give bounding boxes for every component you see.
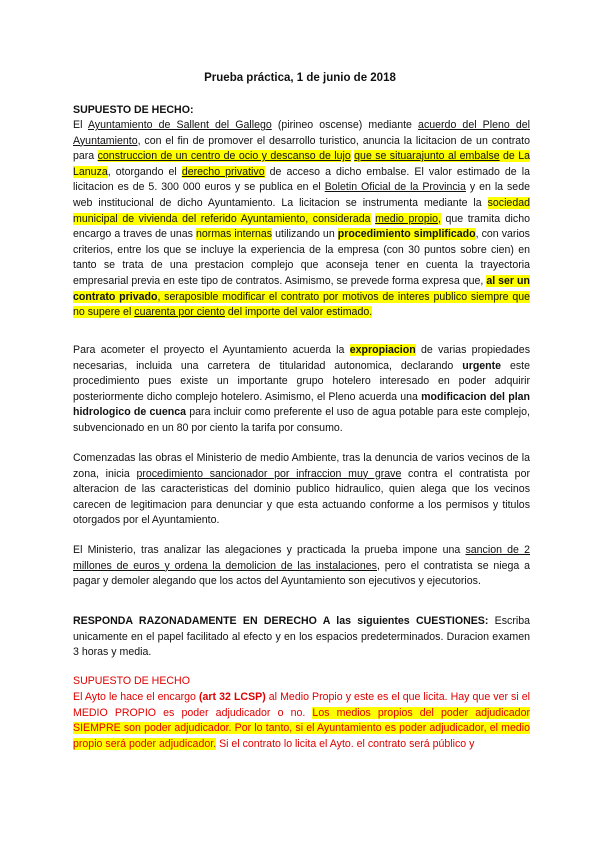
text-run: para incluir como preferente el uso de agua potable para este complejo, subvencionado en un 80 por ciento la tarifa por consumo. [73,406,530,434]
annotation-highlighted: Los medios propios del poder adjudicador SIEMPRE son poder adjudicador. Por lo tanto, si el Ayuntamiento es poder adjudicador, el medio propio será poder adjudicador. [73,706,530,750]
highlighted-phrase: cuarenta por ciento [134,306,225,319]
text-run: utilizando un [272,228,338,241]
text-run: El Ministerio, tras analizar las alegaciones y practicada la prueba impone una [73,544,466,556]
paragraph-works [73,451,530,529]
paragraph-ministry [73,543,530,590]
text-run: pero el contratista se niega a pagar y demoler alegando que los actos del Ayuntamiento son ejecutivos y ejecutorios. [73,559,530,588]
text-run: este procedimiento pues existe un importante grupo hotelero interesado en poder adquirir posteriormente dicho complejo hotelero. Asimismo, el Pleno acuerda una [73,359,531,403]
text-run: de varias propiedades necesarias, incluida una carretera de titularidad autonomica, declarando [73,344,530,372]
annotation-heading: SUPUESTO DE HECHO [73,675,190,687]
paragraph-instructions [73,614,530,661]
highlighted-phrase: sociedad municipal de vivienda del referido Ayuntamiento, considerada [73,196,530,225]
section-heading: SUPUESTO DE HECHO: [73,104,194,116]
text-run: , otorgando el [107,165,182,178]
highlighted-phrase: medio propio, [375,212,441,225]
underlined-phrase: sancion de 2 millones de euros y ordena la demolicion de las instalaciones, [73,544,531,572]
bold-phrase: urgente [462,359,502,372]
bold-phrase: modificacion del plan hidrologico de cuenca [73,390,530,419]
highlighted-phrase: normas internas [196,228,273,241]
text-run: El [73,119,88,131]
paragraph-expropriation [73,343,530,437]
annotation-paragraph [73,690,530,752]
annotation-bold: (art 32 LCSP) [198,691,266,703]
text-run: y en la sede web institucional de dicho Ayuntamiento. La licitacion se instrumenta mediante la [73,181,530,209]
text-run: de acceso a dicho embalse. El valor estimado de la licitacion es de 5. 300 000 euros y se publica en el [73,165,530,194]
underlined-phrase: procedimiento sancionador por infraccion muy grave [136,467,402,480]
text-run: Para acometer el proyecto el Ayuntamiento acuerda la [73,344,350,356]
highlighted-phrase: construccion de un centro de ocio y descanso de lujo [97,150,351,163]
underlined-phrase: acuerdo del Pleno del Ayuntamiento, [73,119,530,147]
annotation-text: Si el contrato lo licita el Ayto. el contrato será público y [216,737,475,750]
text-run: , con varios criterios, entre los que se incluye la experiencia de la empresa (con 30 puntos sobre cien) en tanto se trata de una prestacion complejo que aconseja tener en cuenta la trayectoria empresarial previa en este tipo de contratos. Asimismo, se prevede forma expresa que, [73,228,530,287]
highlighted-phrase: expropiacion [349,344,416,356]
text-run: Comenzadas las obras el Ministerio de medio Ambiente, tras la denuncia de varios vecinos de la zona, inicia [73,452,530,480]
highlighted-phrase: de La Lanuza [73,150,530,178]
text-run: (pirineo oscense) mediante [271,119,419,131]
underlined-phrase: Ayuntamiento de Sallent del Gallego [87,119,272,131]
highlighted-phrase: que se situarajunto al embalse [354,150,500,163]
highlighted-phrase: del importe del valor estimado. [224,306,373,319]
highlighted-phrase: al ser un contrato privado [73,274,530,303]
paragraph-facts [73,118,530,321]
annotation-text: al Medio Propio y este es el que licita. Hay que ver si el MEDIO PROPIO es poder adjudicador o no. [73,691,531,719]
annotation-text: El Ayto le hace el encargo [73,691,199,703]
text-run: con el fin de promover el desarrollo turistico, anuncia la licitacion de un contrato para [73,134,530,163]
bold-phrase: RESPONDA RAZONADAMENTE EN DERECHO A las siguientes CUESTIONES: [73,615,489,627]
document-title: Prueba práctica, 1 de junio de 2018 [204,72,396,84]
text-run: contra el contratista por alteracion de las caracteristicas del dominio publico hidraulico, quien alega que los vecinos carecen de legitimacion para denunciar y que esta actuando conforme a los permisos y titulos otorgados por el Ayuntamiento. [73,467,530,527]
highlighted-phrase: procedimiento simplificado [337,228,476,241]
text-run: que tramita dicho encargo a traves de unas [73,212,530,241]
text-run: Escriba unicamente en el papel facilitado al efecto y en los espacios predeterminados. Duracion examen 3 horas y media. [73,615,530,659]
underlined-phrase: Boletin Oficial de la Provincia [324,181,466,194]
highlighted-phrase: derecho privativo [181,165,265,178]
highlighted-phrase: , seraposible modificar el contrato por motivos de interes publico siempre que no supere el [73,290,531,319]
